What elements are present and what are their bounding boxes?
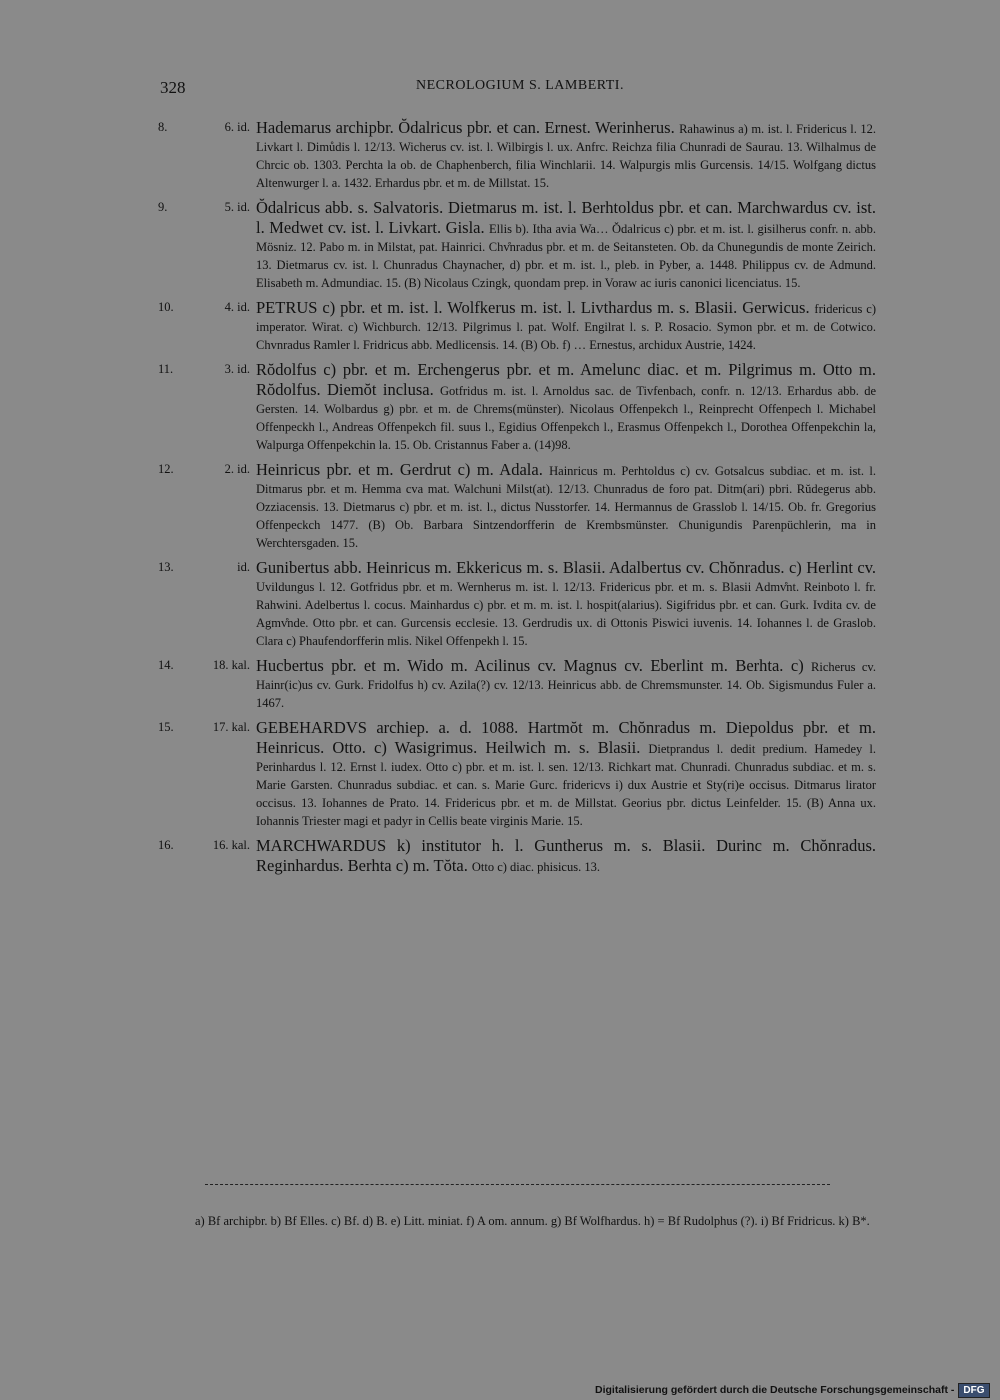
necrology-entry	[150, 118, 890, 192]
necrology-entries	[150, 118, 890, 882]
running-title: NECROLOGIUM S. LAMBERTI.	[416, 78, 624, 93]
entry-body	[256, 298, 876, 354]
entry-number: 13.	[158, 560, 174, 574]
necrology-entry	[150, 198, 890, 292]
entry-lead-text: GEBEHARDVS archiep. a. d. 1088. Hartmŏt m. Chŏnradus m. Diepoldus pbr. et m. Heinricus. Otto. c) Wasigrimus. Heilwich m. s. Blasii.	[256, 718, 876, 757]
entry-detail-text: Otto c) diac. phisicus. 13.	[471, 860, 600, 874]
entry-number: 8.	[158, 120, 168, 134]
entry-body	[256, 656, 876, 712]
entry-lead-text: PETRUS c) pbr. et m. ist. l. Wolfkerus m. ist. l. Livthardus m. s. Blasii. Gerwicus.	[256, 298, 810, 317]
entry-number: 9.	[158, 200, 168, 214]
entry-number: 16.	[158, 838, 174, 852]
entry-date: 18. kal.	[212, 658, 250, 672]
necrology-entry	[150, 360, 890, 454]
entry-body	[256, 718, 876, 830]
entry-detail-text: Gotfridus m. ist. l. Arnoldus sac. de Tivfenbach, confr. n. 12/13. Erhardus abb. de Gersten. 14. Wolbardus g) pbr. et m. de Chrems(münster). Nicolaus Offenpekch l., Reinprecht Offenpech l. Michabel Offenpeckh l., Andreas Offenpekch fil. suus l., Egidius Offenpekch l., Erasmus Offenpekch l., Dorothea Offenpekchin la, Walpurga Offenpekchin la. 15. Ob. Cristannus Faber a. (14)98.	[256, 384, 876, 452]
entry-detail-text: Richerus cv. Hainr(ic)us cv. Gurk. Fridolfus h) cv. Azila(?) cv. 12/13. Heinricus abb. de Chremsmunster. 14. Ob. Sigismundus Fuler a. 1467.	[256, 660, 876, 710]
entry-lead-text: Hucbertus pbr. et m. Wido m. Acilinus cv. Magnus cv. Eberlint m. Berhta. c)	[256, 656, 804, 675]
page-number: 328	[160, 78, 186, 97]
entry-number: 11.	[158, 362, 174, 376]
entry-detail-text: Rahawinus a) m. ist. l. Fridericus l. 12. Livkart l. Dimůdis l. 12/13. Wicherus cv. ist. l. Wilbirgis l. ux. Anfrc. Reichza filia Chunradi de Saurau. 13. Wilhalmus de Chrcic ob. 1303. Perchta la ob. de Chaphenberch, filia Winchlarii. 14. Walpurgis mlis Gurcensis. 14/15. Wolfgang dictus Altenwurger l. a. 1432. Erhardus pbr. et m. de Millstat. 15.	[256, 122, 877, 190]
entry-body	[256, 198, 876, 292]
entry-detail-text: Hainricus m. Perhtoldus c) cv. Gotsalcus subdiac. et m. ist. l. Ditmarus pbr. et m. Hemma cva mat. Walchuni Milst(at). 12/13. Chunradus de foro pat. Ditm(ari) pbri. Rŭdegerus abb. Ozziacensis. 13. Dietmarus c) pbr. et m. ist. l., dictus Nusstorfer. 14. Hermannus de Grasslob l. 14/15. Ob. fr. Gregorius Offenpeckch 1477. (B) Ob. Barbara Sintzendorfferin de Krembsmünster. Chunigundis Parenpüchlerin, ma in Werchtersgaden. 15.	[256, 464, 877, 550]
entry-date: 16. kal.	[212, 838, 250, 852]
entry-lead-text: Rŏdolfus c) pbr. et m. Erchengerus pbr. et m. Amelunc diac. et m. Pilgrimus m. Otto m. Rŏdolfus. Diemŏt inclusa.	[256, 360, 876, 399]
entry-number: 15.	[158, 720, 174, 734]
entry-detail-text: Uvildungus l. 12. Gotfridus pbr. et m. Wernherus m. ist. l. 12/13. Fridericus pbr. et m. s. Blasii Admv̊nt. Reinboto l. fr. Rahwini. Adelbertus l. cocus. Mainhardus c) pbr. et m. m. ist. l. hospit(alarius). Sigifridus pbr. et can. Gurk. Ivdita cv. de Agmv̊nde. Otto pbr. et can. Gurcensis ecclesie. 13. Gerdrudis ux. di Ottonis Piswici iuvenis. 14. Iohannes l. de Graslob. Clara c) Phaufendorfferin mlis. Nikel Offenpekh l. 15.	[256, 580, 876, 648]
entry-body	[256, 460, 876, 552]
entry-date: 2. id.	[224, 462, 250, 476]
entry-date: 6. id.	[224, 120, 250, 134]
necrology-entry	[150, 460, 890, 552]
entry-number: 14.	[158, 658, 174, 672]
entry-number: 10.	[158, 300, 174, 314]
necrology-entry	[150, 298, 890, 354]
entry-detail-text: fridericus c) imperator. Wirat. c) Wichburch. 12/13. Pilgrimus l. pat. Wolf. Engilrat l. s. P. Rosacio. Symon pbr. et m. de Cotwico. Chvnradus Ramler l. Fridricus abb. Medlicensis. 14. (B) Ob. f) … Ernestus, archidux Austrie, 1424.	[256, 302, 876, 352]
digitization-credit: Digitalisierung gefördert durch die Deutsche Forschungsgemeinschaft -	[595, 1384, 955, 1396]
entry-date: 17. kal.	[212, 720, 250, 734]
entry-date: id.	[237, 560, 250, 574]
entry-body	[256, 360, 876, 454]
page-header	[160, 78, 880, 102]
entry-detail-text: Ellis b). Itha avia Wa… Ŏdalricus c) pbr. et m. ist. l. gisilherus confr. n. abb. Mösniz. 12. Pabo m. in Milstat, pat. Hainrici. Chv̊nradus pbr. et m. de Seitansteten. Ob. da Chunegundis de monte Zeirich. 13. Dietmarus cv. ist. l. Chunradus Chaynacher, d) pbr. et m. ist. l., pleb. in Pyber, a. 1448. Philippus cv. de Admund. Elisabeth m. Admundiac. 15. (B) Nicolaus Czingk, quondam prep. in Voraw ac iuris canonici licenciatus. 15.	[256, 222, 876, 290]
entry-body	[256, 836, 876, 876]
entry-body	[256, 558, 876, 650]
necrology-entry	[150, 558, 890, 650]
entry-body	[256, 118, 876, 192]
entry-date: 5. id.	[224, 200, 250, 214]
entry-lead-text: Ŏdalricus abb. s. Salvatoris. Dietmarus m. ist. l. Berhtoldus pbr. et can. Marchwardus cv. ist. l. Medwet cv. ist. l. Livkart. Gisla.	[256, 198, 876, 237]
necrology-entry	[150, 836, 890, 876]
entry-date: 3. id.	[224, 362, 250, 376]
entry-lead-text: Hademarus archipbr. Ŏdalricus pbr. et can. Ernest. Werinherus.	[256, 118, 675, 137]
footnote-divider	[205, 1184, 830, 1185]
necrology-entry	[150, 718, 890, 830]
footnotes: a) Bf archipbr. b) Bf Elles. c) Bf. d) B. e) Litt. miniat. f) A om. annum. g) Bf Wolfhardus. h) = Bf Rudolphus (?). i) Bf Fridricus. k) B*.	[195, 1214, 870, 1228]
entry-number: 12.	[158, 462, 174, 476]
dfg-logo: DFG	[958, 1383, 989, 1398]
digitization-footer	[595, 1381, 995, 1399]
necrology-entry	[150, 656, 890, 712]
entry-lead-text: Heinricus pbr. et m. Gerdrut c) m. Adala.	[256, 460, 543, 479]
entry-lead-text: Gunibertus abb. Heinricus m. Ekkericus m. s. Blasii. Adalbertus cv. Chŏnradus. c) Herlint cv.	[256, 558, 876, 577]
entry-date: 4. id.	[224, 300, 250, 314]
entry-detail-text: Dietprandus l. dedit predium. Hamedey l. Perinhardus l. 12. Ernst l. iudex. Otto c) pbr. et m. ist. l. sen. 12/13. Richkart mat. Chunradi. Chunradus subdiac. et m. s. Marie Garsten. Chunradus subdiac. et can. s. Marie Gurc. fridericvs i) dux Austrie et Sty(ri)e occisus. Ditmarus lirator occisus. 13. Iohannes de Prato. 14. Fridericus pbr. et m. de Millstat. Georius pbr. dictus Leinfelder. 15. (B) Anna ux. Iohannis Triester magi et padyr in Cellis beate virginis Marie. 15.	[256, 742, 877, 828]
entry-lead-text: MARCHWARDUS k) institutor h. l. Guntherus m. s. Blasii. Durinc m. Chŏnradus. Reginhardus. Berhta c) m. Tŏta.	[256, 836, 876, 875]
